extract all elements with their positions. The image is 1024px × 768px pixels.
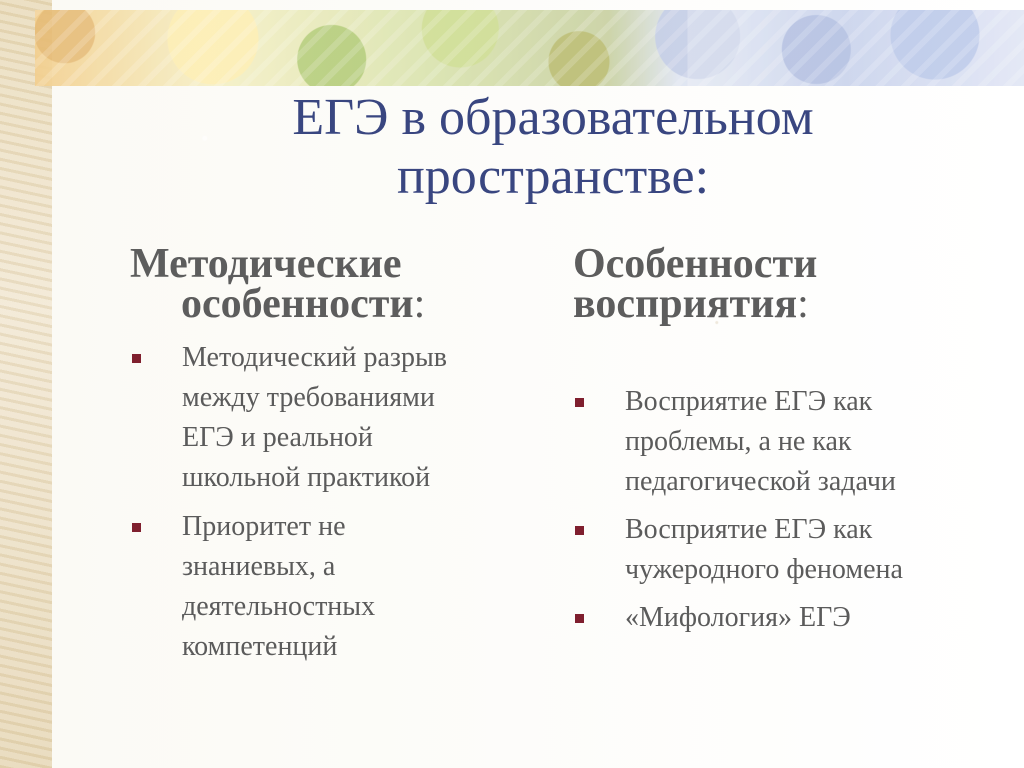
methodical-features-heading-line-1: Методические [130, 241, 402, 287]
methodical-features-heading-line-2: особенности [181, 281, 414, 327]
methodical-features-bullet-1-text: Методический разрыв между требованиями ЕГЭ и реальной школьной практикой [182, 342, 447, 493]
methodical-features-bullet-1 [130, 338, 552, 498]
methodical-features-heading-line-2-wrapper [130, 281, 426, 327]
methodical-features-bullet-2-text: Приоритет не знаниевых, а деятельностных компетенций [182, 511, 376, 662]
perception-features-bullet-2 [573, 510, 1010, 590]
slide-title-line-2: пространстве: [396, 148, 710, 205]
perception-features-heading-colon: : [797, 281, 809, 327]
perception-features-heading-text: Особенности восприятия [573, 241, 818, 327]
slide-title [150, 88, 956, 206]
methodical-features-heading-colon: : [413, 281, 426, 327]
perception-features-column [573, 241, 993, 638]
perception-features-bullet-2-text: Восприятие ЕГЭ как чужеродного феномена [625, 514, 903, 585]
methodical-features-bullet-2 [130, 507, 552, 667]
perception-features-bullet-1-text: Восприятие ЕГЭ как проблемы, а не как педагогической задачи [625, 386, 896, 497]
perception-features-bullet-3 [573, 598, 1010, 638]
perception-features-heading [573, 241, 993, 327]
methodical-features-column [130, 241, 550, 667]
left-texture-strip [0, 0, 52, 768]
perception-features-bullet-1 [573, 382, 1010, 502]
methodical-features-list [130, 338, 550, 667]
methodical-features-heading [130, 241, 426, 327]
perception-features-bullet-3-text: «Мифология» ЕГЭ [625, 602, 851, 633]
decorative-header-banner [35, 10, 1024, 86]
perception-features-list [573, 382, 993, 638]
slide-title-line-1: ЕГЭ в образовательном [292, 89, 814, 146]
